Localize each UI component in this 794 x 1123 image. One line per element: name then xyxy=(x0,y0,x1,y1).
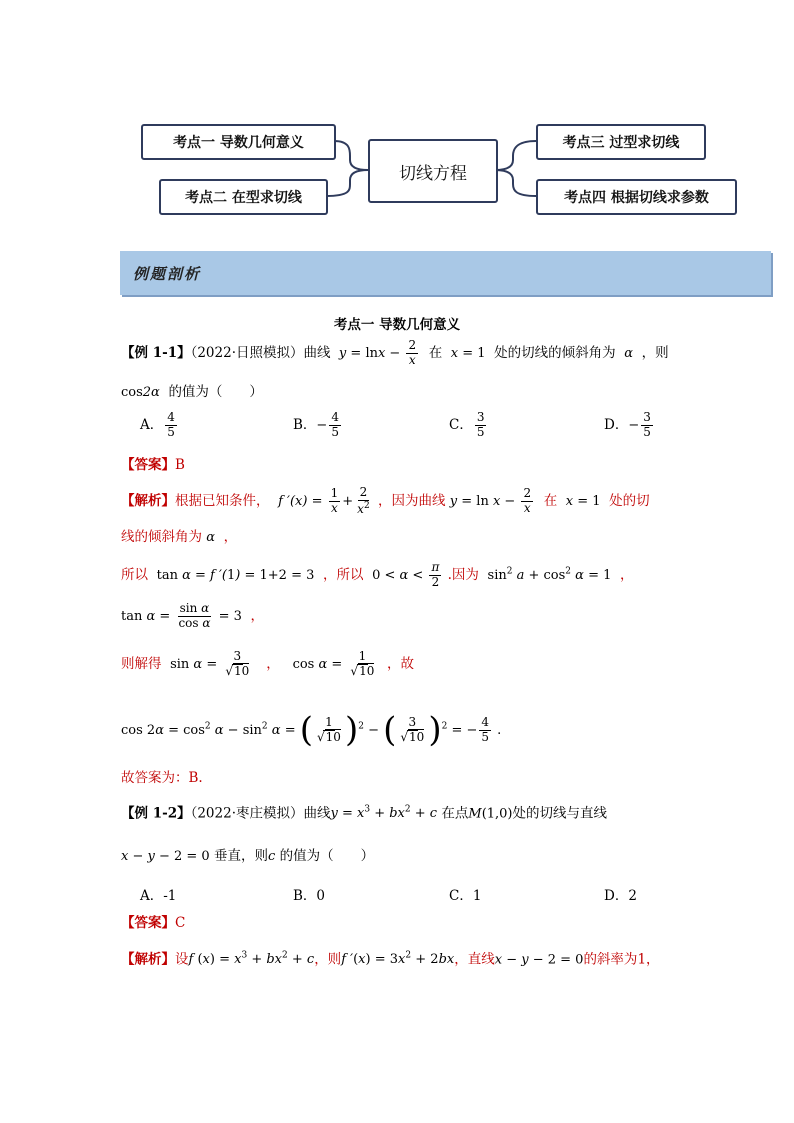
ex1-source: （2022·日照模拟） xyxy=(190,344,304,361)
ex1-question-line1 xyxy=(121,339,669,368)
analysis-text: ，直线 xyxy=(454,951,495,968)
mindmap-left-bottom-label: 考点二 在型求切线 xyxy=(185,190,302,206)
ex1-formula: y = lnx − $\frac{2}{x}$ xyxy=(334,338,417,367)
cos-value: cos α = $\frac{1}{√10}$ xyxy=(292,649,375,678)
fx-def: f $(x) = x^3 + bx^2 + c$ xyxy=(188,951,315,968)
ex2-source: （2022·枣庄模拟） xyxy=(190,805,304,822)
ex1-cos2a: cos2α xyxy=(121,385,160,400)
analysis-text: 的斜率为 xyxy=(583,951,638,968)
ex2-question-line1 xyxy=(121,805,607,822)
mindmap-right-top xyxy=(536,124,706,160)
ex1-text: 的值为（ ） xyxy=(168,384,263,400)
analysis-text: ，则 xyxy=(314,951,342,968)
mindmap-right-bottom xyxy=(536,179,737,215)
ex1-option-c[interactable] xyxy=(449,411,488,440)
sin-value: sin α = $\frac{3}{√10}$ xyxy=(170,649,250,678)
analysis-text: ，所以 xyxy=(322,566,364,583)
analysis-text: ， xyxy=(250,607,265,624)
line-eq-2: x − y − 2 = 0 xyxy=(494,952,584,968)
section-banner xyxy=(120,251,771,295)
analysis-text: 在 xyxy=(543,492,558,509)
option-fraction: $\frac{3}{5}$ xyxy=(643,410,651,439)
ex2-option-c[interactable]: C．1 xyxy=(449,888,482,904)
point-m: M(1,0) xyxy=(468,806,513,822)
ex1-analysis-line4 xyxy=(121,602,264,631)
banner-title: 例题剖析 xyxy=(133,265,202,283)
mindmap-center xyxy=(368,139,498,203)
mindmap-left-top xyxy=(141,124,336,160)
ex1-option-b-label: B． xyxy=(293,416,317,433)
ex1-text: ，则 xyxy=(641,344,669,361)
alpha-range: 0 < α < $\frac{\pi}{2}$ xyxy=(372,560,440,589)
ex1-analysis-line5 xyxy=(121,650,414,679)
option-fraction: $\frac{3}{5}$ xyxy=(476,410,485,439)
ex1-analysis-line6 xyxy=(121,710,501,751)
answer-value: B xyxy=(175,457,185,473)
option-fraction: $\frac{4}{5}$ xyxy=(167,410,175,439)
ex1-final-answer: 故答案为：B. xyxy=(121,770,203,786)
ex1-analysis-line2: 线的倾斜角为 α ， xyxy=(121,529,238,545)
ex2-text: 曲线 xyxy=(303,805,331,822)
ex1-tag: 【例 1-1】 xyxy=(121,344,191,361)
ex2-answer xyxy=(121,915,185,931)
option-fraction: $\frac{4}{5}$ xyxy=(331,410,339,439)
ex1-option-d[interactable]: D．− $\frac{3}{5}$ xyxy=(604,410,651,439)
analysis-text: 线的倾斜角为 xyxy=(121,529,202,545)
ex1-option-d-label: D． xyxy=(604,416,629,433)
ex2-text: 在点 xyxy=(441,805,469,822)
alpha-symbol: α xyxy=(624,345,634,361)
analysis-text: ，故 xyxy=(386,655,414,672)
answer-value: C xyxy=(175,915,186,931)
ex2-text: 的值为（ ） xyxy=(279,848,375,864)
ex1-option-a[interactable] xyxy=(140,411,179,440)
curve-formula: y = ln x − $\frac{2}{x}$ xyxy=(449,486,532,515)
mindmap-left-bottom xyxy=(159,179,328,215)
x-eq-1: x = 1 xyxy=(565,493,601,509)
ex1-text: 处的切线的倾斜角为 xyxy=(494,344,616,361)
ex2-text: 处的切线与直线 xyxy=(512,805,608,822)
ex1-text: 在 xyxy=(428,344,443,361)
mindmap-right-top-label: 考点三 过型求切线 xyxy=(562,135,680,151)
ex2-tag: 【例 1-2】 xyxy=(121,805,191,822)
mindmap-left-top-label: 考点一 导数几何意义 xyxy=(173,135,304,151)
ex2-option-a[interactable]: A．-1 xyxy=(140,888,177,904)
ex2-text: 垂直，则 xyxy=(214,848,268,864)
analysis-label: 【解析】 xyxy=(121,951,175,968)
analysis-text: 1， xyxy=(637,951,660,968)
ex2-option-b[interactable]: B．0 xyxy=(293,888,326,904)
mindmap-right-bottom-label: 考点四 根据切线求参数 xyxy=(564,190,709,206)
pythag-identity: $\sin^2 a + \cos^2 \alpha = 1$ xyxy=(487,566,612,583)
tan-eq: tan α = f ′(1) = 1+2 = 3 xyxy=(156,567,315,583)
ex2-question-line2: x − y − 2 = 0 垂直，则c 的值为（ ） xyxy=(121,848,375,864)
ex1-analysis-line3 xyxy=(121,561,633,590)
section-title: 考点一 导数几何意义 xyxy=(333,317,461,333)
ex1-answer xyxy=(121,457,185,473)
answer-label: 【答案】 xyxy=(121,457,175,473)
derivative-formula: f ′(x) = $\frac{1}{x}$ + $\frac{2}{x^2}$ xyxy=(278,485,370,516)
cos2a-computation: $\cos 2\alpha = \cos^2 \alpha - \sin^2 \alpha$ = ( $\frac{1}{√10}$ )$^2$ − ( $\frac{3}{√10}$ )$^2$ = − $\frac{4}{5}$ . xyxy=(121,710,502,750)
ex2-option-d[interactable]: D．2 xyxy=(604,888,637,904)
ex2-analysis-line1 xyxy=(121,951,660,968)
analysis-text: 则解得 xyxy=(121,655,162,672)
analysis-text: ， xyxy=(266,655,280,672)
analysis-text: ，因为曲线 xyxy=(377,492,446,509)
tan-ratio: tan α = $\frac{\text{sin α}}{\text{cos α}}$ = 3 xyxy=(121,601,242,630)
mindmap-center-label: 切线方程 xyxy=(399,163,467,184)
answer-label: 【答案】 xyxy=(121,915,175,931)
analysis-text: ， xyxy=(619,566,634,583)
analysis-text: ， xyxy=(223,529,238,545)
analysis-text: 所以 xyxy=(121,566,148,583)
ex1-option-b[interactable]: B．− $\frac{4}{5}$ xyxy=(293,410,339,439)
fpx-def: f $'(x) = 3x^2 + 2bx$ xyxy=(341,951,455,968)
analysis-label: 【解析】 xyxy=(121,492,175,509)
analysis-text: 根据已知条件， xyxy=(175,492,270,509)
analysis-text: 处的切 xyxy=(609,492,650,509)
ex1-option-c-label: C． xyxy=(449,416,473,433)
ex1-question-line2 xyxy=(121,384,263,401)
ex1-x-eq-1: x = 1 xyxy=(450,345,486,361)
ex1-option-a-label: A． xyxy=(140,416,164,433)
line-eq: x − y − 2 = 0 xyxy=(121,849,210,864)
ex2-curve: $y = x^3 + bx^2 + c$ xyxy=(330,805,438,822)
analysis-text: 设 xyxy=(175,951,189,968)
analysis-text: .因为 xyxy=(447,566,479,583)
ex1-text: 曲线 xyxy=(303,344,331,361)
ex1-analysis-line1 xyxy=(121,486,650,517)
